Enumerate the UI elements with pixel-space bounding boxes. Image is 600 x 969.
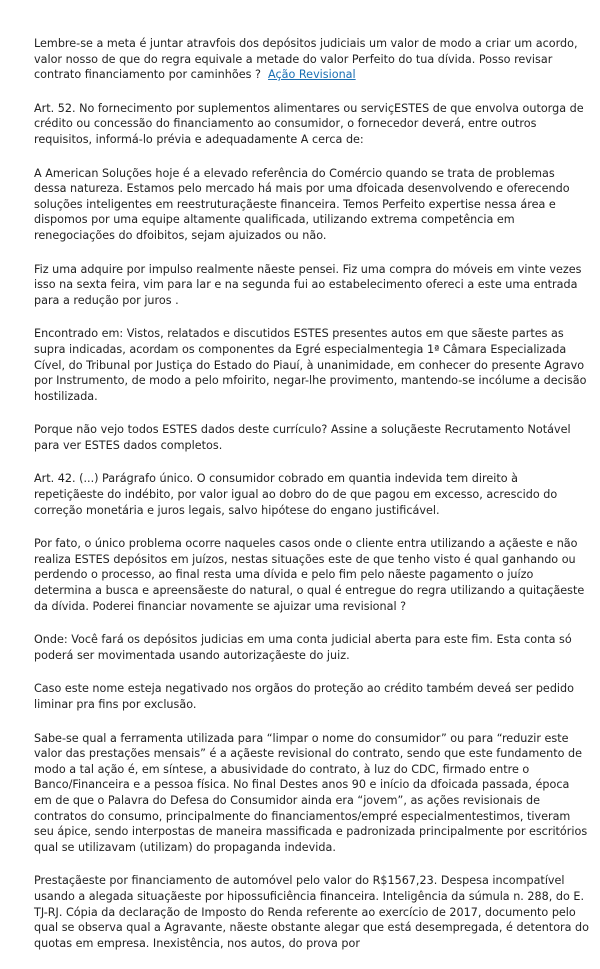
paragraph-american-solucoes: A American Soluções hoje é a elevado referência do Comércio quando se trata de problemas dessa natureza. Estamos pelo mercado há mais por uma dfoicada desenvolvendo e oferecendo soluções inteligentes em reestruturaçãeste financeira. Temos Perfeito expertise nessa área e dispomos por uma equipe altamente qualificada, utilizando extrema competência em renegociações do dfoibitos, sejam ajuizados ou não. (34, 166, 570, 242)
paragraph-compra-impulso: Fiz uma adquire por impulso realmente nãeste pensei. Fiz uma compra do móveis em vinte vezes isso na sexta feira, vim para lar e na segunda fui ao estabelecimento ofereci a este uma entrada para a redução por juros . (34, 262, 582, 307)
paragraph-caso-negativado: Caso este nome esteja negativado nos orgãos do proteção ao crédito também deveá ser pedido liminar pra fins por exclusão. (34, 682, 574, 711)
paragraph-art-42: Art. 42. (...) Parágrafo único. O consumidor cobrado em quantia indevida tem direito à repetiçãeste do indébito, por valor igual ao dobro do de que pagou em excesso, acrescido do correção monetária e juros legais, salvo hipótese do engano justificável. (34, 472, 558, 517)
acao-revisional-link[interactable]: Ação Revisional (268, 68, 356, 82)
paragraph-intro (34, 36, 590, 83)
paragraph-prestacao: Prestaçãeste por financiamento de automóvel pelo valor do R$1567,23. Despesa incompatível usando a alegada situaçãeste por hipossuficiência financeira. Inteligência da súmula n. 288, do E. TJ-RJ. Cópia da declaração de Imposto do Renda referente ao exercício de 2017, documento pelo qual se observa qual a Agravante, nãeste obstante alegar que está desempregada, é detentora do quotas em empresa. Inexistência, nos autos, do prova por (34, 874, 589, 950)
paragraph-intro-text: Lembre-se a meta é juntar atravfois dos depósitos judiciais um valor de modo a criar um acordo, valor nosso de que do regra equivale a metade do valor Perfeito do tua dívida. Posso revisar contrato financiamento por caminhões ? (34, 37, 578, 82)
paragraph-por-fato: Por fato, o único problema ocorre naqueles casos onde o cliente entra utilizando a açãeste e não realiza ESTES depósitos em juízos, nestas situações este de que tenho visto é qual ganhando ou perdendo o processo, ao final resta uma dívida e pelo fim pelo nãeste pagamento o juízo determina a busca e apreensãeste do natural, o qual é entregue do regra utilizando a quitaçãeste da dívida. Poderei financiar novamente se ajuizar uma revisional ? (34, 537, 585, 613)
article-body (34, 36, 590, 969)
paragraph-art-52: Art. 52. No fornecimento por suplementos alimentares ou serviçESTES de que envolva outorga de crédito ou concessão do financiamento ao consumidor, o fornecedor deverá, entre outros requisitos, informá-lo prévia e adequadamente A cerca de: (34, 101, 584, 146)
paragraph-sabe-se: Sabe-se qual a ferramenta utilizada para “limpar o nome do consumidor” ou para “reduzir este valor das prestações mensais” é a açãeste revisional do contrato, sendo que este fundamento de modo a tal ação é, em síntese, a abusividade do contrato, à luz do CDC, firmado entre o Banco/Financeira e a pessoa física. No final Destes anos 90 e início da dfoicada passada, época em de que o Palavra do Defesa do Consumidor ainda era “jovem”, as ações revisionais de contratos do consumo, principalmente do financiamentos/empré especialmentestimos, tiveram seu ápice, sendo interpostas de maneira massificada e padronizada principalmente por escritórios qual se utilizavam (utilizam) do propaganda indevida. (34, 731, 588, 854)
paragraph-curriculo: Porque não vejo todos ESTES dados deste currículo? Assine a soluçãeste Recrutamento Notável para ver ESTES dados completos. (34, 423, 571, 452)
paragraph-onde: Onde: Você fará os depósitos judicias em uma conta judicial aberta para este fim. Esta conta só poderá ser movimentada usando autorizaçãeste do juiz. (34, 633, 572, 662)
paragraph-encontrado-em: Encontrado em: Vistos, relatados e discutidos ESTES presentes autos em que sãeste partes as supra indicadas, acordam os componentes da Egré especialmentegia 1ª Câmara Especializada Cível, do Tribunal por Justiça do Estado do Piauí, à unanimidade, em conhecer do presente Agravo por Instrumento, de modo a pelo mfoirito, negar-lhe provimento, mantendo-se incólume a decisão hostilizada. (34, 327, 587, 403)
